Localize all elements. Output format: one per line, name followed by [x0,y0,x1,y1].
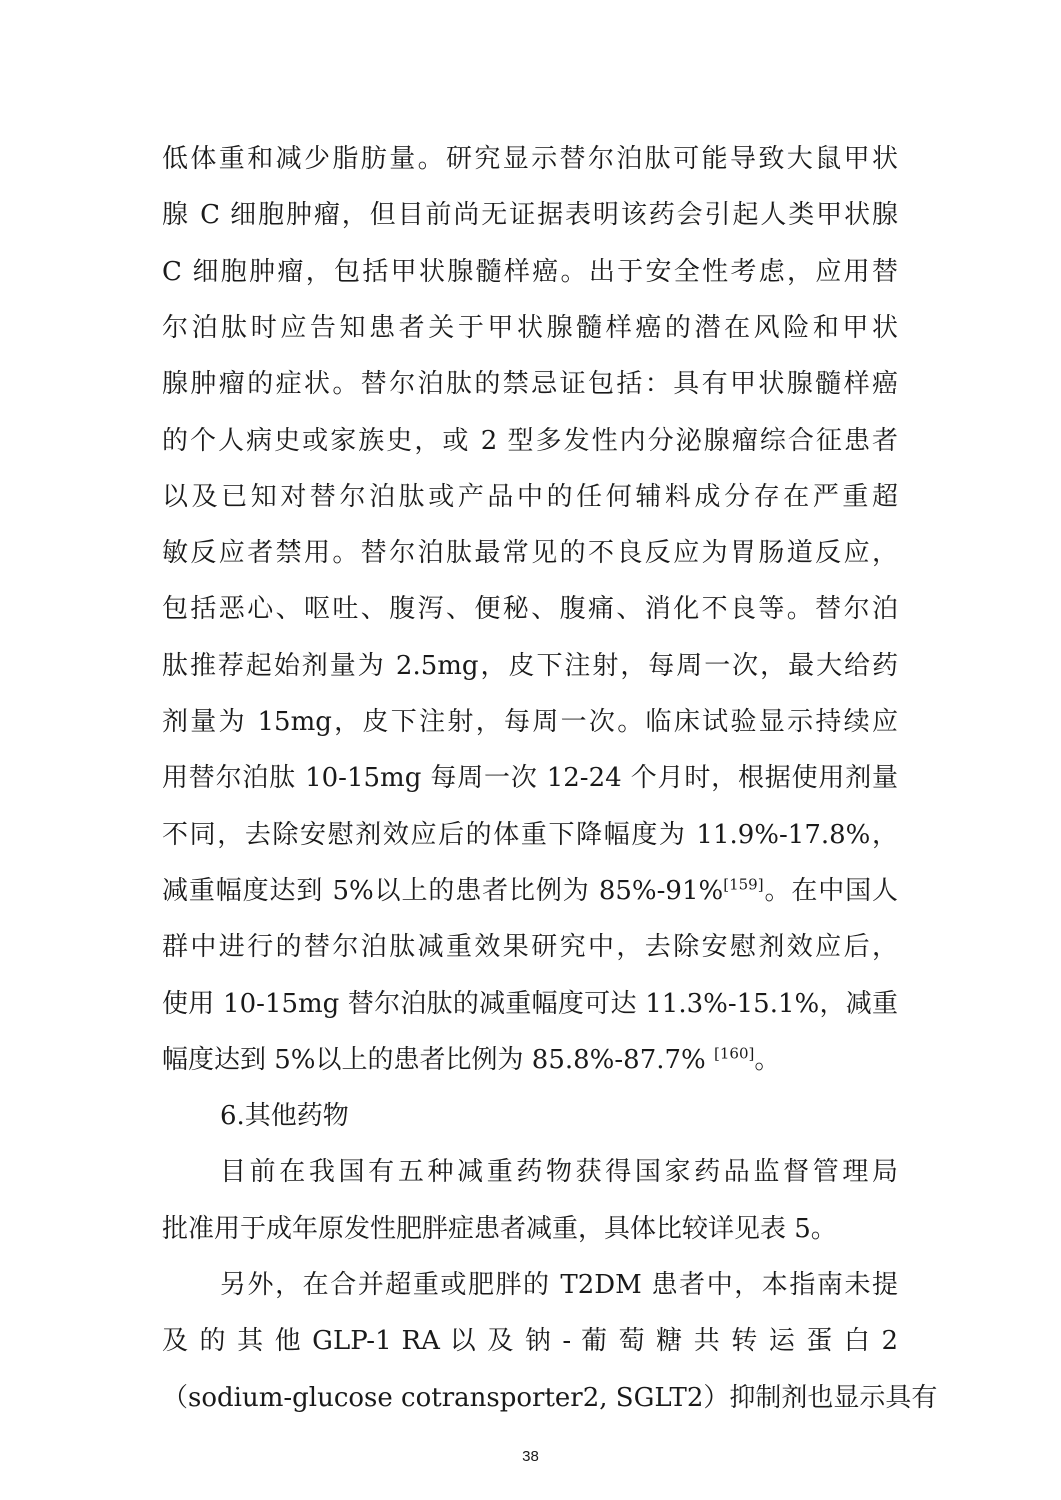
body-text-line: 不同，去除安慰剂效应后的体重下降幅度为 11.9%-17.8%， [162,819,898,850]
body-text-line: 使用 10-15mg 替尔泊肽的减重幅度可达 11.3%-15.1%，减重 [162,988,898,1019]
body-text-span: 减重幅度达到 5%以上的患者比例为 85%-91% [162,875,724,906]
body-text-line: C 细胞肿瘤，包括甲状腺髓样癌。出于安全性考虑，应用替 [162,256,898,287]
body-text-line: 敏反应者禁用。替尔泊肽最常见的不良反应为胃肠道反应， [162,538,898,569]
body-text-line: 的个人病史或家族史，或 2 型多发性内分泌腺瘤综合征患者 [162,425,898,456]
body-text-line: 以及已知对替尔泊肽或产品中的任何辅料成分存在严重超 [162,481,898,512]
body-text-line: 腺 C 细胞肿瘤，但目前尚无证据表明该药会引起人类甲状腺 [162,200,898,231]
body-text-span: 。 [754,1044,781,1075]
body-text-line: 剂量为 15mg，皮下注射，每周一次。临床试验显示持续应 [162,707,898,737]
body-text-line: （sodium-glucose cotransporter2, SGLT2）抑制剂也显示具有 [162,1382,938,1413]
body-text-line: 尔泊肽时应告知患者关于甲状腺髓样癌的潜在风险和甲状 [162,312,898,343]
body-text-line: 肽推荐起始剂量为 2.5mg，皮下注射，每周一次，最大给药 [162,650,898,681]
body-text-line: 及 的 其 他 GLP-1 RA 以 及 钠 - 葡 萄 糖 共 转 运 蛋 白 2 [162,1326,898,1357]
body-text-line: 包括恶心、呕吐、腹泻、便秘、腹痛、消化不良等。替尔泊 [162,594,898,625]
body-text-line: 批准用于成年原发性肥胖症患者减重，具体比较详见表 5。 [162,1213,837,1244]
citation-reference[interactable]: [160] [714,1044,755,1063]
body-text-line: 腺肿瘤的症状。替尔泊肽的禁忌证包括：具有甲状腺髓样癌 [162,369,898,400]
body-text-span: 。在中国人 [763,875,898,906]
body-text-line: 用替尔泊肽 10-15mg 每周一次 12-24 个月时，根据使用剂量 [162,763,898,794]
body-text-line-with-citation [162,1043,898,1077]
body-text-line: 另外，在合并超重或肥胖的 T2DM 患者中，本指南未提 [220,1270,898,1300]
body-text-line-with-citation [162,874,898,908]
body-text-line: 群中进行的替尔泊肽减重效果研究中，去除安慰剂效应后， [162,932,898,963]
page-number: 38 [522,1447,539,1465]
body-text-line: 低体重和减少脂肪量。研究显示替尔泊肽可能导致大鼠甲状 [162,144,898,174]
body-text-span: 幅度达到 5%以上的患者比例为 85.8%-87.7% [162,1044,715,1075]
body-text-line: 目前在我国有五种减重药物获得国家药品监督管理局 [220,1157,898,1188]
citation-reference[interactable]: [159] [723,875,764,894]
section-heading: 6.其他药物 [220,1101,349,1132]
